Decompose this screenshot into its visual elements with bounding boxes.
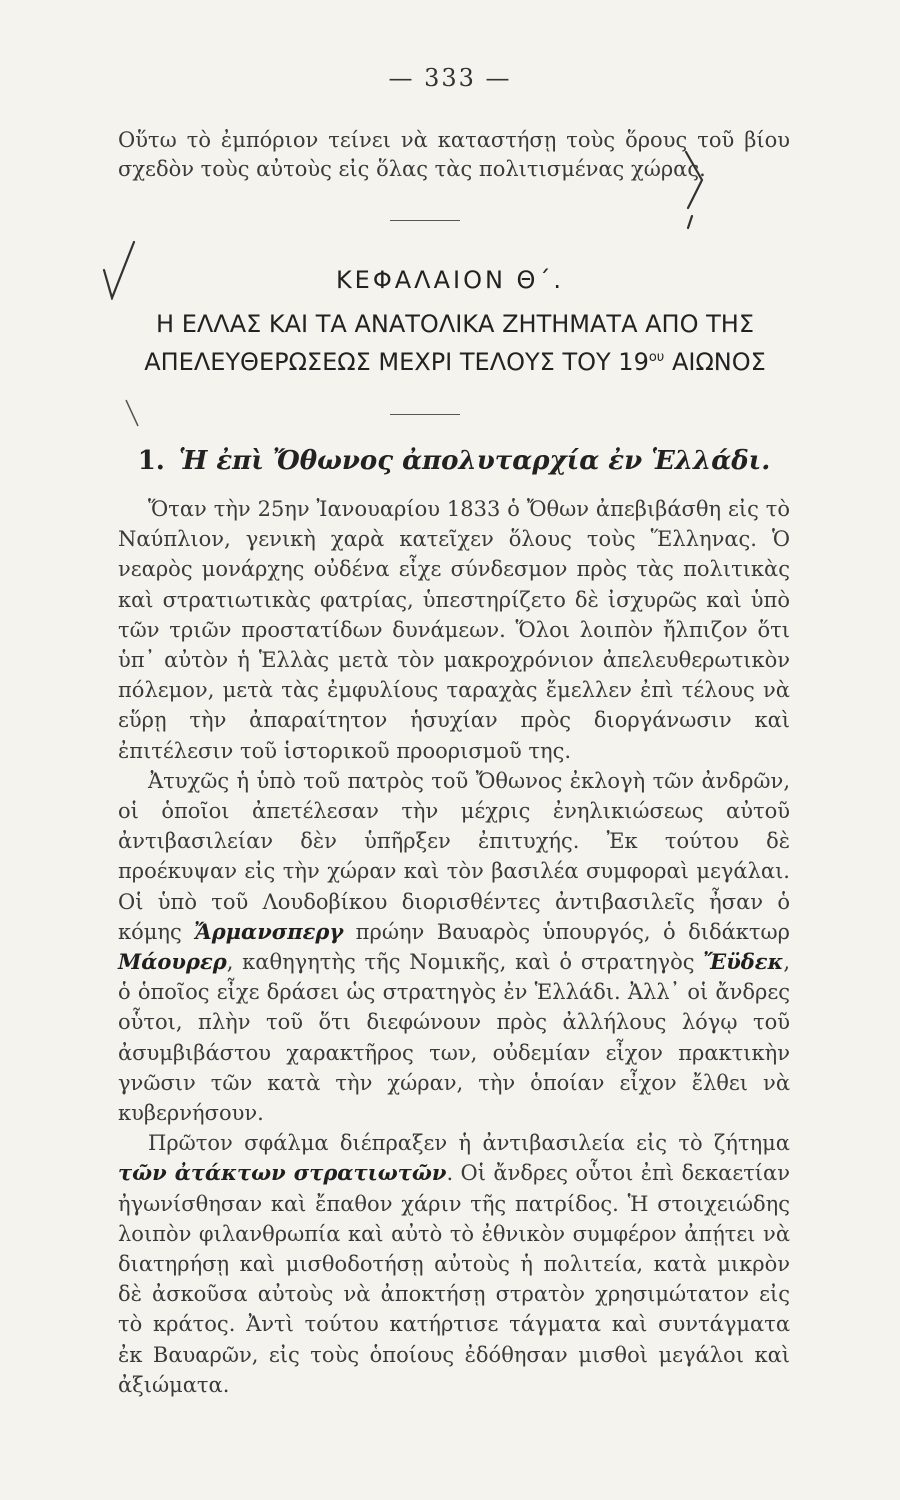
emphasis-irregular-soldiers: τῶν ἀτάκτων στρατιωτῶν [118, 1160, 447, 1186]
paragraph-1: Ὅταν τὴν 25ην Ἰανουαρίου 1833 ὁ Ὄθων ἀπεβιβάσθη εἰς τὸ Ναύπλιον, γενικὴ χαρὰ κατεῖχεν ὅλους τοὺς Ἕλληνας. Ὁ νεαρὸς μονάρχης οὐδένα εἶχε σύνδεσμον πρὸς τὰς πολιτικὰς καὶ στρατιωτικὰς φατρίας, ὑπεστηρίζετο δὲ ἰσχυρῶς καὶ ὑπὸ τῶν τριῶν προστατίδων δυνάμεων. Ὅλοι λοιπὸν ἤλπιζον ὅτι ὑπ᾽ αὐτὸν ἡ Ἑλλὰς μετὰ τὸν μακροχρόνιον ἀπελευθερωτικὸν πόλεμον, μετὰ τὰς ἐμφυλίους ταραχὰς ἔμελλεν ἐπὶ τέλους νὰ εὕρῃ τὴν ἀπαραίτητον ἡσυχίαν πρὸς διοργάνωσιν καὶ ἐπιτέλεσιν τοῦ ἱστορικοῦ προορισμοῦ της. [118, 497, 790, 763]
paragraph-2 [118, 766, 790, 1128]
handwritten-bracket-mark [680, 150, 710, 230]
handwritten-slash-mark [124, 398, 140, 428]
page-number: — 333 — [388, 64, 512, 92]
section-number: 1. [137, 446, 165, 476]
section-heading [118, 446, 790, 476]
chapter-title-line-2-text: ΑΠΕΛΕΥΘΕΡΩΣΕΩΣ ΜΕΧΡΙ ΤΕΛΟΥΣ ΤΟΥ 19 [144, 348, 649, 376]
section-title: Ἡ ἐπὶ Ὄθωνος ἀπολυταρχία ἐν Ἑλλάδι. [178, 446, 771, 476]
divider-rule-bottom [390, 414, 460, 415]
name-heideck: Ἔϋδεκ [703, 949, 784, 975]
paragraph-2-text-c: , καθηγητὴς τῆς Νομικῆς, καὶ ὁ στρατηγὸς [226, 950, 704, 975]
chapter-label: ΚΕΦΑΛΑΙΟΝ Θ΄. [335, 266, 565, 294]
intro-paragraph: Οὕτω τὸ ἐμπόριον τείνει νὰ καταστήσῃ τοὺς ὅρους τοῦ βίου σχεδὸν τοὺς αὐτοὺς εἰς ὅλας τὰς πολιτισμένας χώρας. [118, 128, 790, 181]
chapter-title-line-2-end: ΑΙΩΝΟΣ [664, 348, 766, 376]
name-armansperg: Ἄρμανσπεργ [194, 918, 344, 944]
chapter-title-superscript: ου [648, 350, 665, 365]
name-maurer: Μάουρερ [118, 949, 227, 975]
paragraph-2-text-b: πρώην Βαυαρὸς ὑπουργός, ὁ διδάκτωρ [343, 919, 790, 944]
paragraph-2-text-a: Ἀτυχῶς ἡ ὑπὸ τοῦ πατρὸς τοῦ Ὄθωνος ἐκλογὴ τῶν ἀνδρῶν, οἱ ὁποῖοι ἀπετέλεσαν τὴν μέχρις ἐνηλικιώσεως αὐτοῦ ἀντιβασιλείαν δὲν ὑπῆρξεν ἐπιτυχής. Ἐκ τούτου δὲ προέκυψαν εἰς τὴν χώραν καὶ τὸν βασιλέα συμφοραὶ μεγάλαι. Οἱ ὑπὸ τοῦ Λουδοβίκου διορισθέντες ἀντιβασιλεῖς ἦσαν ὁ κόμης [118, 768, 790, 944]
divider-rule-top [390, 220, 460, 221]
paragraph-3 [118, 1128, 790, 1400]
paragraph-3-text-b: . Οἱ ἄνδρες οὗτοι ἐπὶ δεκαετίαν ἠγωνίσθησαν καὶ ἔπαθον χάριν τῆς πατρίδος. Ἡ στοιχειώδης λοιπὸν φιλανθρωπία καὶ αὐτὸ τὸ ἐθνικὸν συμφέρον ἀπῄτει νὰ διατηρήσῃ καὶ μισθοδοτήσῃ αὐτοὺς ἡ πολιτεία, κατὰ μικρὸν δὲ ἀσκοῦσα αὐτοὺς νὰ ἀποκτήσῃ στρατὸν χρησιμώτατον εἰς τὸ κράτος. Ἀντὶ τούτου κατήρτισε τάγματα καὶ συντάγματα ἐκ Βαυαρῶν, εἰς τοὺς ὁποίους ἐδόθησαν μισθοὶ μεγάλοι καὶ ἀξιώματα. [118, 1161, 790, 1397]
chapter-title-line-1: Η ΕΛΛΑΣ ΚΑΙ ΤΑ ΑΝΑΤΟΛΙΚΑ ΖΗΤΗΜΑΤΑ ΑΠΟ ΤΗΣ [156, 310, 754, 338]
body-text [118, 494, 790, 1400]
chapter-title-line-2 [110, 341, 800, 379]
paragraph-2-text-d: , ὁ ὁποῖος εἶχε δράσει ὡς στρατηγὸς ἐν Ἑλλάδι. Ἀλλ᾽ οἱ ἄνδρες οὗτοι, πλὴν τοῦ ὅτι διεφώνουν πρὸς ἀλλήλους λόγῳ τοῦ ἀσυμβιβάστου χαρακτῆρος των, οὐδεμίαν εἶχον πρακτικὴν γνῶσιν τῶν κατὰ τὴν χώραν, τὴν ὁποίαν εἶχον ἔλθει νὰ κυβερνήσουν. [118, 950, 790, 1126]
paragraph-3-text-a: Πρῶτον σφάλμα διέπραξεν ἡ ἀντιβασιλεία εἰς τὸ ζήτημα [148, 1131, 790, 1156]
chapter-title [110, 308, 800, 379]
